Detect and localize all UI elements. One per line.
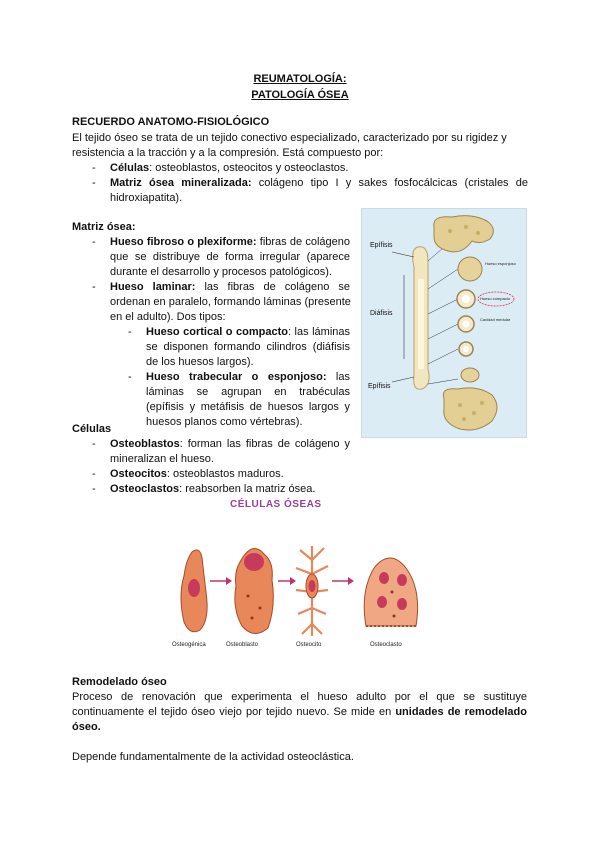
text-line: ordenan en paralelo, formando láminas (presente: [110, 296, 351, 308]
intro-line-1: El tejido óseo se trata de un tejido conectivo especializado, caracterizado por su rigidez y: [72, 132, 507, 144]
remodel-depends: Depende fundamentalmente de la actividad osteoclástica.: [72, 751, 354, 763]
term: Matriz ósea mineralizada:: [110, 177, 252, 189]
bone-cells-figure: [170, 496, 432, 656]
text-line: huesos planos como vértebras).: [146, 416, 303, 428]
label-cavidad-medular: Cavidad medular: [480, 317, 511, 322]
label-osteoclasto: Osteoclasto: [370, 642, 402, 648]
label-epifisis-bottom: Epífisis: [368, 383, 391, 390]
text-line: de los huesos largos).: [146, 356, 254, 368]
text-line: en el adulto). Dos tipos:: [110, 311, 226, 323]
text-line: láminas se agrupan en trabéculas: [146, 386, 350, 398]
label-hueso-compacto: Hueso compacto: [480, 296, 511, 301]
label-osteocito: Osteocito: [296, 642, 322, 648]
cells-heading: Células: [72, 423, 112, 435]
term: Células: [110, 162, 150, 174]
remodel-line-2: continuamente el tejido óseo viejo por tejido nuevo. Se mide en unidades de remodelado: [72, 706, 527, 718]
text-line: que se distribuye de forma irregular (aparece: [110, 251, 350, 263]
remodel-heading: Remodelado óseo: [72, 676, 167, 688]
text-line: (epífisis y metáfisis de huesos largos y: [146, 401, 350, 413]
remodel-line-3: óseo.: [72, 721, 101, 733]
title-line-2: PATOLOGÍA ÓSEA: [251, 89, 349, 101]
text-line: se disponen formando cilindros (diáfisis: [146, 341, 350, 353]
label-osteoblasto: Osteoblasto: [226, 642, 259, 648]
bone-structure-figure: [361, 208, 527, 438]
label-osteogenica: Osteogénica: [172, 642, 206, 648]
intro-line-2: resistencia a la tracción y a la compresión. Está compuesto por:: [72, 147, 384, 159]
matrix-heading: Matriz ósea:: [72, 221, 136, 233]
cells-figure-title: CÉLULAS ÓSEAS: [230, 499, 322, 510]
bone-cells-diagram: [170, 496, 432, 656]
label-epifisis-top: Epífisis: [370, 242, 393, 249]
section-heading: RECUERDO ANATOMO-FISIOLÓGICO: [72, 116, 270, 128]
title-line-1: REUMATOLOGÍA:: [253, 73, 347, 85]
label-hueso-esponjoso: Hueso esponjoso: [485, 261, 516, 266]
label-diafisis: Diáfisis: [370, 310, 393, 317]
remodel-line-1: Proceso de renovación que experimenta el hueso adulto por el que se sustituye: [72, 691, 527, 703]
document-page: REUMATOLOGÍA: PATOLOGÍA ÓSEA RECUERDO ANATOMO-FISIOLÓGICO El tejido óseo se trata de un tejido conectivo especializado, caracterizado por su rigidez y resistencia a la tracción y a la compresión. Está compuesto por: - Células: osteoblastos, osteocitos y osteoclastos. - Matriz ósea mineralizada: colágeno tipo I y sakes fosfocálcicas (cristales de hidroxiapatita). Matriz ósea: - Hueso fibroso o plexiforme: fibras de colágeno que se distribuye de forma irregular (aparece durante el desarrollo y procesos patológicos). - Hueso laminar: las fibras de colágeno se ordenan en paralelo, formando láminas (presente en el adulto). Dos tipos: - Hueso cortical o compacto: las láminas se disponen formando cilindros (diáfisis de los huesos largos). - Hueso trabecular o esponjoso: las láminas se agrupan en trabéculas (epífisis y metáfisis de huesos largos y huesos planos como vértebras). Epífisis Diáfisis Epífisis Hueso esponjoso Hueso compacto Cavidad medular Células - Osteoblastos: forman las fibras de colágeno y mineralizan el hueso. - Osteocitos: osteoblastos maduros. - Osteoclastos: reabsorben la matriz ósea. CÉLULAS ÓSEAS Osteogénica Osteoblasto Osteocito Osteoclasto Remodelado óseo Proceso de renovación que experimenta el hueso adulto por el que se sustituye continuamente el tejido óseo viejo por tejido nuevo. Se mide en unidades de remodelado óseo. Depende fundamentalmente de la actividad osteoclástica.: [0, 0, 600, 848]
text-line: durante el desarrollo y procesos patológicos).: [110, 266, 332, 278]
list-item-cont: hidroxiapatita).: [110, 192, 183, 204]
text-line: mineralizan el hueso.: [110, 453, 214, 465]
